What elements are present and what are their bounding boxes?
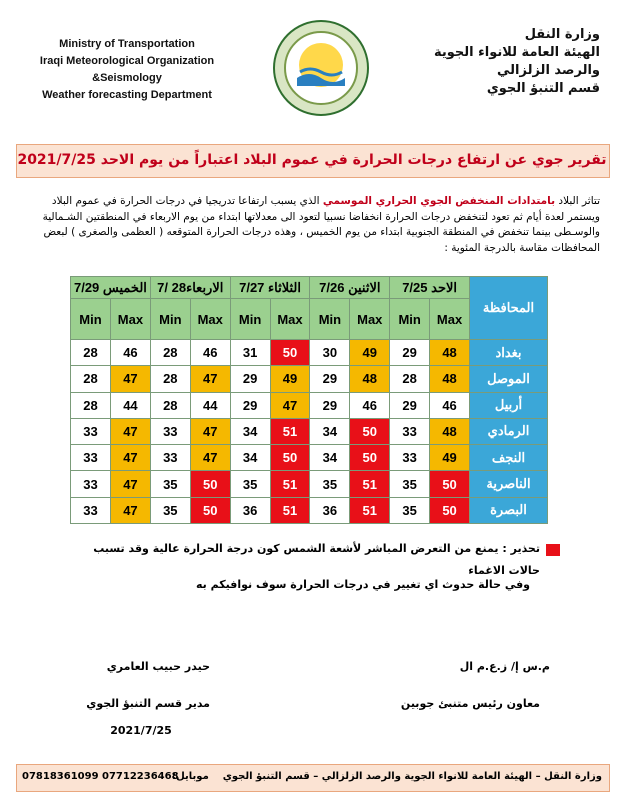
min-temp-cell: 36 xyxy=(310,497,350,523)
max-temp-cell: 44 xyxy=(190,392,230,418)
min-temp-cell: 33 xyxy=(150,418,190,444)
city-column-header: المحافظة xyxy=(470,277,548,340)
min-temp-cell: 29 xyxy=(390,392,430,418)
max-temp-cell: 51 xyxy=(270,418,310,444)
signature-left-title: مدير قسم التنبؤ الجوي xyxy=(86,697,210,710)
min-temp-cell: 33 xyxy=(71,471,111,497)
max-temp-cell: 47 xyxy=(110,497,150,523)
min-label: Min xyxy=(390,299,430,340)
footer-mobile-label: موبايل: xyxy=(172,771,209,782)
max-temp-cell: 46 xyxy=(190,340,230,366)
ministry-ar: وزارة النقل xyxy=(524,27,600,42)
max-temp-cell: 48 xyxy=(350,366,390,392)
paragraph-highlight: بامتدادات المنخفض الجوي الحراري الموسمي xyxy=(322,195,556,207)
min-temp-cell: 28 xyxy=(390,366,430,392)
max-temp-cell: 47 xyxy=(110,366,150,392)
day-header: الاثنين 7/26 xyxy=(310,277,390,299)
min-label: Min xyxy=(230,299,270,340)
max-temp-cell: 47 xyxy=(110,418,150,444)
min-label: Min xyxy=(71,299,111,340)
min-label: Min xyxy=(310,299,350,340)
min-temp-cell: 33 xyxy=(71,418,111,444)
organization-en: Iraqi Meteorological Organization &Seismology xyxy=(39,55,215,84)
min-temp-cell: 36 xyxy=(230,497,270,523)
temperature-rows xyxy=(71,340,548,524)
city-name: بغداد xyxy=(470,340,548,366)
table-row xyxy=(71,471,548,497)
table-row xyxy=(71,497,548,523)
day-header: الاربعاء28 /7 xyxy=(150,277,230,299)
max-temp-cell: 50 xyxy=(350,445,390,471)
footer-phones: 07818361099 07712236468 xyxy=(22,771,179,782)
min-temp-cell: 34 xyxy=(230,418,270,444)
organization-logo xyxy=(270,18,372,118)
min-temp-cell: 33 xyxy=(390,445,430,471)
max-temp-cell: 49 xyxy=(430,445,470,471)
min-temp-cell: 35 xyxy=(310,471,350,497)
min-temp-cell: 29 xyxy=(230,366,270,392)
min-temp-cell: 28 xyxy=(71,340,111,366)
max-temp-cell: 47 xyxy=(190,445,230,471)
min-temp-cell: 33 xyxy=(71,445,111,471)
max-temp-cell: 50 xyxy=(270,340,310,366)
department-ar: قسم التنبؤ الجوي xyxy=(486,81,600,96)
min-temp-cell: 33 xyxy=(390,418,430,444)
max-temp-cell: 46 xyxy=(430,392,470,418)
max-temp-cell: 51 xyxy=(270,471,310,497)
city-name: الرمادي xyxy=(470,418,548,444)
max-label: Max xyxy=(110,299,150,340)
min-temp-cell: 29 xyxy=(390,340,430,366)
min-temp-cell: 28 xyxy=(150,392,190,418)
day-header: الثلاثاء 7/27 xyxy=(230,277,310,299)
report-paragraph xyxy=(26,194,600,256)
signature-right-title: معاون رئيس متنبئ جوبين xyxy=(400,697,540,710)
day-header: الاحد 7/25 xyxy=(390,277,470,299)
min-temp-cell: 29 xyxy=(310,366,350,392)
max-temp-cell: 48 xyxy=(430,340,470,366)
max-temp-cell: 50 xyxy=(190,497,230,523)
min-label: Min xyxy=(150,299,190,340)
min-temp-cell: 28 xyxy=(71,366,111,392)
city-name: الناصرية xyxy=(470,471,548,497)
footer-org xyxy=(172,764,602,790)
max-temp-cell: 46 xyxy=(110,340,150,366)
max-label: Max xyxy=(430,299,470,340)
table-row xyxy=(71,340,548,366)
city-name: النجف xyxy=(470,445,548,471)
paragraph-intro: تتاثر البلاد xyxy=(555,195,600,207)
max-label: Max xyxy=(190,299,230,340)
signature-left-name: حيدر حبيب العامري xyxy=(106,660,210,673)
max-temp-cell: 51 xyxy=(270,497,310,523)
day-header: الخميس 7/29 xyxy=(71,277,151,299)
min-temp-cell: 29 xyxy=(310,392,350,418)
update-note: وفي حالة حدوث اي تغيير في درجات الحرارة سوف نوافيكم به xyxy=(195,578,530,591)
table-row xyxy=(71,445,548,471)
table-row xyxy=(71,366,548,392)
report-title: تقرير جوي عن ارتفاع درجات الحرارة في عموم البلاد اعتباراً من يوم الاحد 2021/7/25 xyxy=(17,152,607,168)
max-temp-cell: 48 xyxy=(430,418,470,444)
max-temp-cell: 47 xyxy=(270,392,310,418)
max-label: Max xyxy=(350,299,390,340)
min-temp-cell: 35 xyxy=(230,471,270,497)
signature-right-name: م.س إ/ ز.ع.م ال xyxy=(459,660,550,673)
ministry-en: Ministry of Transportation xyxy=(59,38,195,50)
min-temp-cell: 31 xyxy=(230,340,270,366)
min-temp-cell: 34 xyxy=(230,445,270,471)
max-temp-cell: 50 xyxy=(430,471,470,497)
min-temp-cell: 28 xyxy=(150,366,190,392)
organization-ar: الهيئة العامة للانواء الجوية والرصد الزلزالي xyxy=(434,45,600,78)
min-temp-cell: 28 xyxy=(150,340,190,366)
city-name: الموصل xyxy=(470,366,548,392)
min-temp-cell: 35 xyxy=(150,471,190,497)
max-temp-cell: 47 xyxy=(190,418,230,444)
department-en: Weather forecasting Department xyxy=(42,89,212,101)
max-temp-cell: 44 xyxy=(110,392,150,418)
max-temp-cell: 47 xyxy=(190,366,230,392)
min-temp-cell: 35 xyxy=(390,497,430,523)
max-temp-cell: 51 xyxy=(350,497,390,523)
max-temp-cell: 51 xyxy=(350,471,390,497)
warning-red-box xyxy=(546,544,560,556)
max-temp-cell: 50 xyxy=(190,471,230,497)
max-temp-cell: 50 xyxy=(270,445,310,471)
paragraph-body: الذي يسبب ارتفاعا تدريجيا في درجات الحرارة في عموم البلاد ويستمر لعدة أيام ثم تعود لتنخفض درجات الحرارة انخفاضا نسبيا لتعود الى معدلاتها ابتداء من يوم الاربعاء في المنطقتين الشـمالية والوسـطى بينما تنخفض في المنطقة الجنوبية ابتداء من يوم الخميس ، وهذه درجات الحرارة المتوقعه ( العظمى والصغرى ) لبعض المحافظات مقاسة بالدرجة المئوية : xyxy=(42,195,600,254)
max-temp-cell: 49 xyxy=(350,340,390,366)
min-temp-cell: 33 xyxy=(71,497,111,523)
table-row xyxy=(71,418,548,444)
max-temp-cell: 50 xyxy=(430,497,470,523)
temperature-table xyxy=(70,276,548,524)
city-name: البصرة xyxy=(470,497,548,523)
min-temp-cell: 35 xyxy=(390,471,430,497)
footer xyxy=(22,764,602,790)
min-temp-cell: 34 xyxy=(310,418,350,444)
min-temp-cell: 29 xyxy=(230,392,270,418)
min-temp-cell: 30 xyxy=(310,340,350,366)
min-temp-cell: 33 xyxy=(150,445,190,471)
footer-org-text: وزارة النقل – الهيئة العامة للانواء الجوية والرصد الزلزالي – قسم التنبؤ الجوي xyxy=(222,771,602,782)
min-temp-cell: 35 xyxy=(150,497,190,523)
max-temp-cell: 47 xyxy=(110,445,150,471)
header-english xyxy=(24,36,230,104)
max-temp-cell: 50 xyxy=(350,418,390,444)
warning-text: تحذير : يمنع من التعرض المباشر لأشعة الشمس كون درجة الحرارة عالية وقد تسبب حالات الاغماء xyxy=(93,542,540,577)
header-arabic xyxy=(390,26,600,98)
max-temp-cell: 48 xyxy=(430,366,470,392)
table-row xyxy=(71,392,548,418)
min-temp-cell: 34 xyxy=(310,445,350,471)
max-temp-cell: 46 xyxy=(350,392,390,418)
city-name: أربيل xyxy=(470,392,548,418)
signature-date: 2021/7/25 xyxy=(110,724,172,737)
max-temp-cell: 49 xyxy=(270,366,310,392)
min-temp-cell: 28 xyxy=(71,392,111,418)
max-label: Max xyxy=(270,299,310,340)
max-temp-cell: 47 xyxy=(110,471,150,497)
